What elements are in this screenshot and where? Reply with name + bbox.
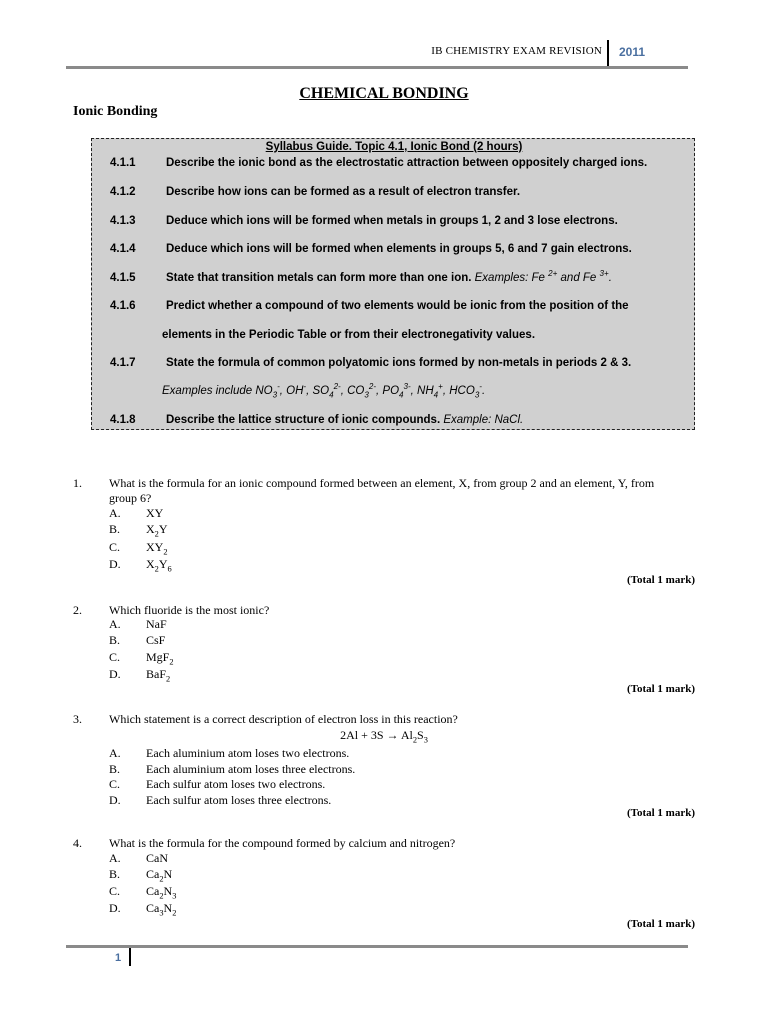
question-number: 2. <box>73 603 82 617</box>
option-value: Each sulfur atom loses three electrons. <box>146 793 332 807</box>
option-letter: D. <box>109 557 121 571</box>
option-value: Each aluminium atom loses three electrons. <box>146 762 356 776</box>
total-mark: (Total 1 mark) <box>626 918 695 930</box>
question-text: Which fluoride is the most ionic? <box>109 603 270 617</box>
question-text: Which statement is a correct description of electron loss in this reaction? <box>109 712 458 726</box>
syllabus-item-example: Example: NaCl. <box>443 414 524 426</box>
syllabus-item-number: 4.1.2 <box>110 186 136 198</box>
option-letter: C. <box>109 777 121 791</box>
option-value: $Ca_3N_2$ <box>146 901 177 918</box>
question-text: What is the formula for the compound formed by calcium and nitrogen? <box>109 836 456 850</box>
header-rule <box>66 66 688 69</box>
option-letter: A. <box>109 851 121 865</box>
syllabus-item-text-main: Describe the lattice structure of ionic compounds. <box>166 414 441 426</box>
option-letter: C. <box>109 650 121 664</box>
option-letter: B. <box>109 522 121 536</box>
option-value: Each aluminium atom loses two electrons. <box>146 746 350 760</box>
option-value: $X_2Y$ <box>146 522 168 539</box>
syllabus-item-number: 4.1.7 <box>110 357 136 369</box>
syllabus-item-text: Predict whether a compound of two elements would be ionic from the position of the <box>166 300 629 312</box>
option-letter: B. <box>109 633 121 647</box>
syllabus-item-text-continued: elements in the Periodic Table or from their electronegativity values. <box>162 329 536 341</box>
option-value: $Ca_2N_3$ <box>146 884 177 901</box>
question-number: 4. <box>73 836 82 850</box>
syllabus-item-text <box>166 414 523 426</box>
running-header-title: IB CHEMISTRY EXAM REVISION <box>431 45 602 57</box>
option-letter: A. <box>109 617 121 631</box>
option-letter: B. <box>109 762 121 776</box>
option-value: NaF <box>146 617 167 631</box>
reaction-equation: $2Al + 3S \to Al_2S_3$ <box>340 728 428 745</box>
total-mark: (Total 1 mark) <box>626 807 695 819</box>
total-mark: (Total 1 mark) <box>626 574 695 586</box>
question-number: 1. <box>73 476 82 490</box>
syllabus-item-text: Deduce which ions will be formed when elements in groups 5, 6 and 7 gain electrons. <box>166 243 632 255</box>
question-text: What is the formula for an ionic compound formed between an element, X, from group 2 and an element, Y, from group 6? <box>109 476 655 505</box>
header-divider <box>607 40 609 66</box>
syllabus-guide-box <box>91 138 695 430</box>
option-value: $X_2Y_6$ <box>146 557 172 574</box>
total-mark: (Total 1 mark) <box>626 683 695 695</box>
option-value: $XY_2$ <box>146 540 168 557</box>
syllabus-item-example: Examples include $NO_3^-$, OH-, $SO_4^{2-}$, $CO_3^{2-}$, $PO_4^{3-}$, $NH_4^+$, $HCO_3^-$. <box>162 382 486 400</box>
option-value: BaF$_2$ <box>146 667 171 684</box>
question-number: 3. <box>73 712 82 726</box>
option-letter: D. <box>109 667 121 681</box>
syllabus-item-text <box>166 269 612 284</box>
syllabus-item-number: 4.1.4 <box>110 243 136 255</box>
syllabus-item-text: Describe the ionic bond as the electrostatic attraction between oppositely charged ions. <box>166 157 648 169</box>
page-title: CHEMICAL BONDING <box>299 85 469 102</box>
running-header-year: 2011 <box>619 45 646 59</box>
syllabus-item-number: 4.1.8 <box>110 414 136 426</box>
option-letter: D. <box>109 901 121 915</box>
section-heading: Ionic Bonding <box>73 104 158 119</box>
syllabus-item-text: Deduce which ions will be formed when metals in groups 1, 2 and 3 lose electrons. <box>166 215 618 227</box>
option-letter: C. <box>109 540 121 554</box>
option-letter: C. <box>109 884 121 898</box>
option-letter: B. <box>109 867 121 881</box>
page-number: 1 <box>115 952 122 964</box>
option-value: MgF$_2$ <box>146 650 174 667</box>
option-value: CsF <box>146 633 166 647</box>
syllabus-item-text-main: State that transition metals can form more than one ion. <box>166 272 472 284</box>
option-letter: A. <box>109 746 121 760</box>
option-value: XY <box>146 506 164 520</box>
syllabus-item-example: Examples: Fe $^{2+}$ and Fe $^{3+}$. <box>474 269 612 284</box>
option-value: Each sulfur atom loses two electrons. <box>146 777 326 791</box>
syllabus-item-number: 4.1.3 <box>110 215 136 227</box>
footer-divider <box>129 948 131 966</box>
syllabus-item-number: 4.1.5 <box>110 272 136 284</box>
option-value: $Ca_2N$ <box>146 867 173 884</box>
syllabus-item-number: 4.1.1 <box>110 157 136 169</box>
option-letter: D. <box>109 793 121 807</box>
syllabus-item-text: Describe how ions can be formed as a result of electron transfer. <box>166 186 521 198</box>
option-value: CaN <box>146 851 168 865</box>
footer-rule <box>66 945 688 948</box>
syllabus-item-number: 4.1.6 <box>110 300 136 312</box>
option-letter: A. <box>109 506 121 520</box>
syllabus-item-text: State the formula of common polyatomic ions formed by non-metals in periods 2 & 3. <box>166 357 632 369</box>
syllabus-heading: Syllabus Guide. Topic 4.1, Ionic Bond (2 hours) <box>265 141 523 153</box>
